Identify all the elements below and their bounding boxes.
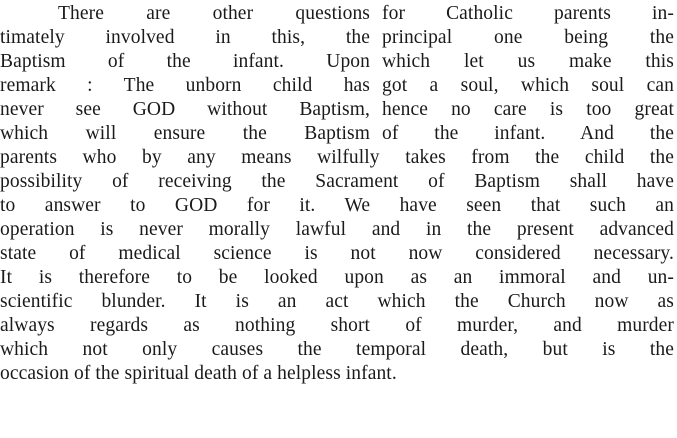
text-line: which will ensure the Baptism [0,123,370,144]
text-line: which let us make this [382,51,674,72]
text-line: never see GOD without Baptism, [0,99,370,120]
text-line: got a soul, which soul can [382,75,674,96]
text-line: of the infant. And the [382,123,674,144]
text-line: parents who by any means wilfully takes from the child the [0,147,674,168]
text-line: remark : The unborn child has [0,75,370,96]
text-line: state of medical science is not now considered necessary. [0,243,674,264]
text-line: to answer to GOD for it. We have seen that such an [0,195,674,216]
text-line: It is therefore to be looked upon as an immoral and un- [0,267,674,288]
text-line: principal one being the [382,27,674,48]
text-line: always regards as nothing short of murder, and murder [0,315,674,336]
text-line: operation is never morally lawful and in the present advanced [0,219,674,240]
text-line: scientific blunder. It is an act which the Church now as [0,291,674,312]
text-line: Baptism of the infant. Upon [0,51,370,72]
text-line: hence no care is too great [382,99,674,120]
text-line: which not only causes the temporal death, but is the [0,339,674,360]
text-line: occasion of the spiritual death of a helpless infant. [0,363,397,384]
text-line: possibility of receiving the Sacrament of Baptism shall have [0,171,674,192]
text-line: timately involved in this, the [0,27,370,48]
text-line: There are other questions [58,3,370,24]
text-line: for Catholic parents in- [382,3,674,24]
